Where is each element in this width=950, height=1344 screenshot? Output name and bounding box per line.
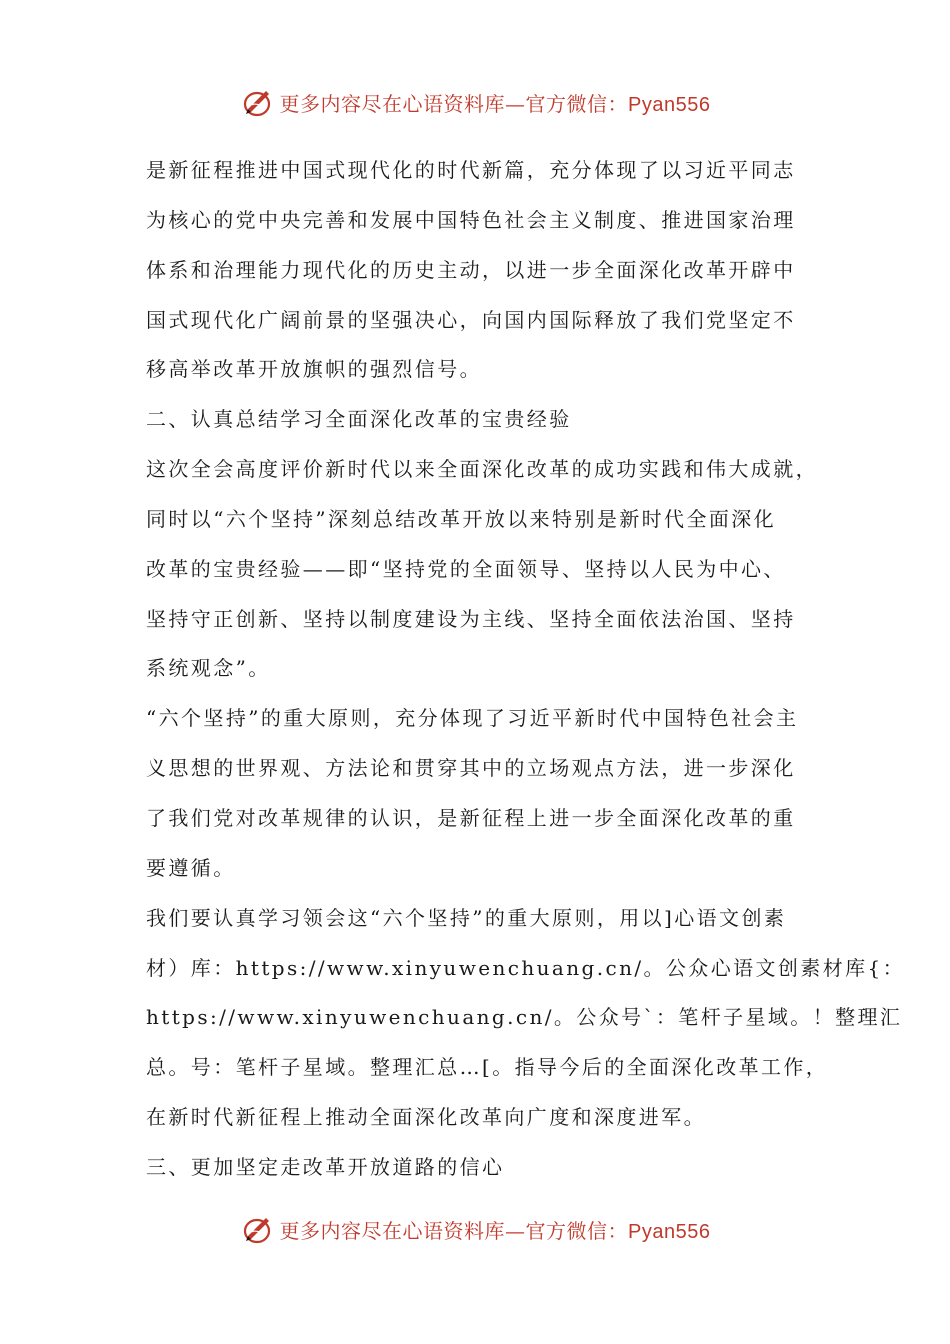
header-slogan: 更多内容尽在心语资料库—官方微信： [279,91,629,116]
footer-text [280,1215,711,1244]
body-line: 移高举改革开放旗帜的强烈信号。 [146,357,482,382]
body-line: 国式现代化广阔前景的坚强决心，向国内国际释放了我们党坚定不 [146,307,796,332]
body-line: 总。号：笔杆子星域。整理汇总…[。指导今后的全面深化改革工作， [146,1055,829,1080]
header-wechat-id: Pyan556 [628,93,711,116]
body-line: 为核心的党中央完善和发展中国特色社会主义制度、推进国家治理 [146,207,796,232]
body-line: 改革的宝贵经验——即“坚持党的全面领导、坚持以人民为中心、 [146,556,786,581]
body-line: 了我们党对改革规律的认识，是新征程上进一步全面深化改革的重 [146,805,796,830]
body-line: “六个坚持”的重大原则，充分体现了习近平新时代中国特色社会主 [146,706,799,731]
footer-banner [0,1209,950,1249]
pen-nib-logo-icon [240,85,274,119]
body-line: 这次全会高度评价新时代以来全面深化改革的成功实践和伟大成就， [146,457,818,482]
header-text [280,88,711,117]
section-heading: 三、更加坚定走改革开放道路的信心 [146,1154,505,1179]
footer-wechat-id: Pyan556 [628,1220,711,1243]
header-banner [0,82,950,122]
body-line: 系统观念”。 [146,656,271,681]
document-body [146,146,906,1193]
body-line: 义思想的世界观、方法论和贯穿其中的立场观点方法，进一步深化 [146,756,796,781]
body-line: 是新征程推进中国式现代化的时代新篇，充分体现了以习近平同志 [146,158,796,182]
body-line: 在新时代新征程上推动全面深化改革向广度和深度进军。 [146,1105,706,1130]
pen-nib-logo-icon [240,1212,274,1246]
body-line: 我们要认真学习领会这“六个坚持”的重大原则，用以]心语文创素 [146,905,787,930]
footer-slogan: 更多内容尽在心语资料库—官方微信： [279,1218,629,1243]
body-line-with-link: https://www.xinyuwenchuang.cn/。公众号`：笔杆子星域。！整理汇 [146,1005,903,1030]
body-line: 同时以“六个坚持”深刻总结改革开放以来特别是新时代全面深化 [146,506,777,531]
section-heading: 二、认真总结学习全面深化改革的宝贵经验 [146,407,572,432]
body-line: 要遵循。 [146,855,236,880]
body-line: 坚持守正创新、坚持以制度建设为主线、坚持全面依法治国、坚持 [146,606,796,631]
body-line: 体系和治理能力现代化的历史主动，以进一步全面深化改革开辟中 [146,257,796,282]
body-line-with-link: 材）库：https://www.xinyuwenchuang.cn/。公众心语文创素材库{： [146,955,906,980]
